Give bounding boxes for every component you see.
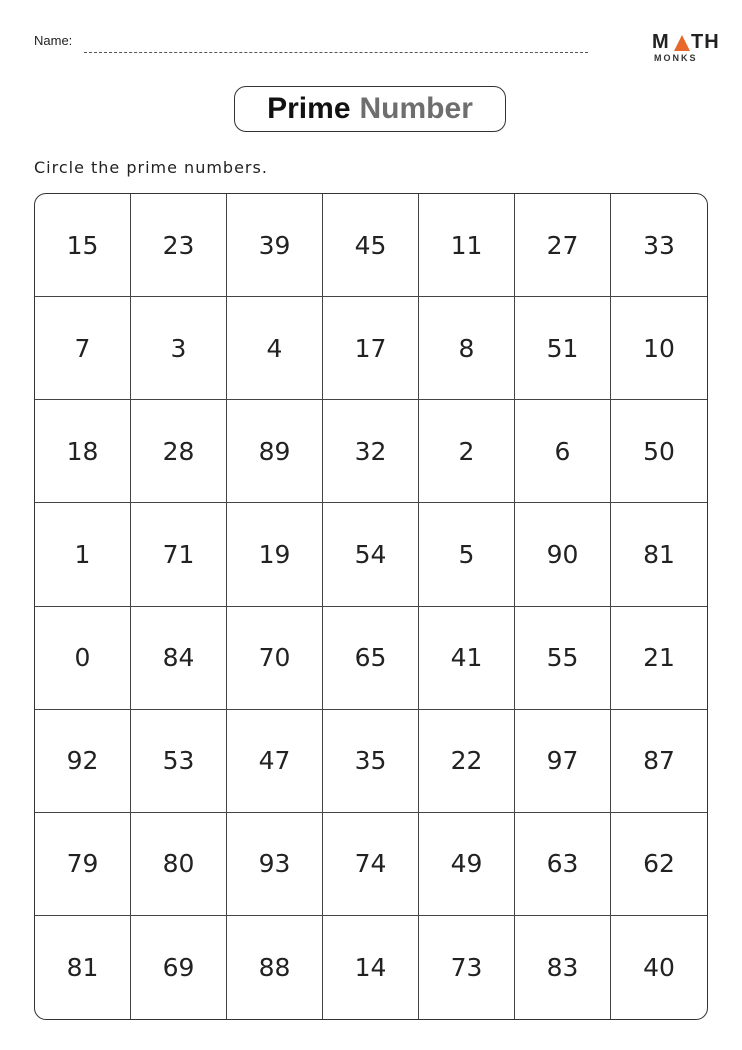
instruction-text: Circle the prime numbers. [34, 158, 268, 177]
number-cell[interactable]: 55 [515, 607, 611, 710]
number-cell[interactable]: 80 [131, 813, 227, 916]
number-cell[interactable]: 45 [323, 194, 419, 297]
number-cell[interactable]: 92 [35, 710, 131, 813]
number-cell[interactable]: 97 [515, 710, 611, 813]
name-label: Name: [34, 33, 73, 48]
number-cell[interactable]: 41 [419, 607, 515, 710]
number-cell[interactable]: 89 [227, 400, 323, 503]
name-row [34, 33, 588, 57]
logo-letters-th: TH [691, 31, 720, 53]
number-cell[interactable]: 50 [611, 400, 707, 503]
number-cell[interactable]: 73 [419, 916, 515, 1019]
number-cell[interactable]: 51 [515, 297, 611, 400]
number-cell[interactable]: 18 [35, 400, 131, 503]
number-cell[interactable]: 17 [323, 297, 419, 400]
number-cell[interactable]: 69 [131, 916, 227, 1019]
number-cell[interactable]: 71 [131, 503, 227, 606]
number-cell[interactable]: 14 [323, 916, 419, 1019]
number-cell[interactable]: 70 [227, 607, 323, 710]
page-title [234, 86, 506, 132]
number-cell[interactable]: 87 [611, 710, 707, 813]
number-cell[interactable]: 88 [227, 916, 323, 1019]
number-cell[interactable]: 39 [227, 194, 323, 297]
number-cell[interactable]: 7 [35, 297, 131, 400]
number-cell[interactable]: 65 [323, 607, 419, 710]
title-word-prime: Prime [267, 92, 351, 125]
number-cell[interactable]: 11 [419, 194, 515, 297]
number-cell[interactable]: 83 [515, 916, 611, 1019]
number-cell[interactable]: 90 [515, 503, 611, 606]
number-cell[interactable]: 10 [611, 297, 707, 400]
name-input-line[interactable] [84, 52, 588, 53]
number-cell[interactable]: 15 [35, 194, 131, 297]
number-cell[interactable]: 49 [419, 813, 515, 916]
number-cell[interactable]: 35 [323, 710, 419, 813]
number-cell[interactable]: 40 [643, 952, 675, 982]
number-cell[interactable]: 23 [131, 194, 227, 297]
number-cell[interactable]: 74 [323, 813, 419, 916]
math-monks-logo [652, 31, 722, 67]
number-grid [34, 193, 708, 1020]
number-cell[interactable]: 93 [227, 813, 323, 916]
number-cell[interactable]: 6 [515, 400, 611, 503]
number-cell[interactable]: 63 [515, 813, 611, 916]
number-cell[interactable]: 54 [323, 503, 419, 606]
number-cell[interactable]: 32 [323, 400, 419, 503]
logo-letter-m: M [652, 31, 670, 53]
number-cell[interactable]: 5 [419, 503, 515, 606]
number-cell[interactable]: 62 [611, 813, 707, 916]
logo-subtext: MONKS [654, 53, 698, 63]
number-cell[interactable]: 22 [419, 710, 515, 813]
number-cell[interactable]: 28 [131, 400, 227, 503]
number-cell[interactable]: 0 [35, 607, 131, 710]
number-cell[interactable]: 53 [131, 710, 227, 813]
number-cell[interactable]: 47 [227, 710, 323, 813]
number-cell[interactable]: 84 [131, 607, 227, 710]
number-cell[interactable]: 79 [35, 813, 131, 916]
number-cell[interactable]: 27 [515, 194, 611, 297]
number-cell[interactable]: 81 [611, 503, 707, 606]
number-cell[interactable]: 2 [419, 400, 515, 503]
number-cell[interactable]: 33 [611, 194, 707, 297]
number-cell[interactable]: 4 [227, 297, 323, 400]
number-cell[interactable]: 21 [611, 607, 707, 710]
number-cell[interactable]: 19 [227, 503, 323, 606]
number-cell[interactable]: 1 [35, 503, 131, 606]
logo-triangle-icon [674, 35, 690, 51]
number-cell[interactable]: 8 [419, 297, 515, 400]
number-cell[interactable]: 3 [131, 297, 227, 400]
number-cell[interactable]: 81 [35, 916, 131, 1019]
title-word-number: Number [359, 92, 473, 125]
